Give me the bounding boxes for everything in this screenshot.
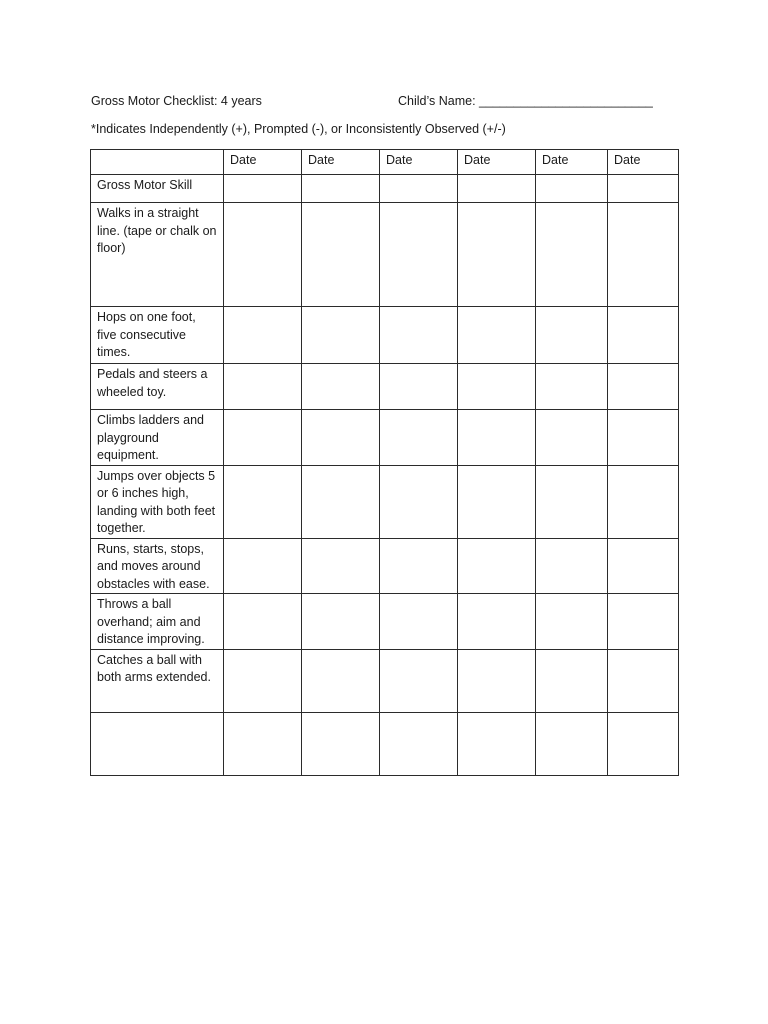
observation-cell[interactable] — [608, 712, 679, 775]
corner-cell — [91, 150, 224, 175]
observation-cell[interactable] — [608, 594, 679, 650]
table-row — [91, 410, 679, 466]
date-header: Date — [458, 150, 536, 175]
table-row — [91, 307, 679, 364]
observation-cell[interactable] — [608, 465, 679, 538]
date-cell[interactable] — [608, 175, 679, 203]
observation-cell[interactable] — [458, 410, 536, 466]
checklist-table — [90, 149, 679, 776]
checklist-header — [91, 94, 691, 112]
observation-cell[interactable] — [380, 465, 458, 538]
observation-cell[interactable] — [458, 649, 536, 712]
table-row — [91, 364, 679, 410]
date-cell[interactable] — [224, 175, 302, 203]
observation-cell[interactable] — [608, 410, 679, 466]
child-name-field[interactable]: Child’s Name: _________________________ — [398, 94, 653, 108]
observation-cell[interactable] — [224, 649, 302, 712]
observation-cell[interactable] — [608, 538, 679, 594]
observation-cell[interactable] — [608, 364, 679, 410]
date-header: Date — [302, 150, 380, 175]
observation-cell[interactable] — [380, 364, 458, 410]
skill-label: Runs, starts, stops, and moves around obstacles with ease. — [91, 538, 224, 594]
observation-cell[interactable] — [536, 465, 608, 538]
observation-cell[interactable] — [224, 410, 302, 466]
observation-cell[interactable] — [380, 649, 458, 712]
observation-cell[interactable] — [536, 594, 608, 650]
observation-cell[interactable] — [458, 465, 536, 538]
skill-label: Jumps over objects 5 or 6 inches high, landing with both feet together. — [91, 465, 224, 538]
observation-cell[interactable] — [536, 712, 608, 775]
observation-cell[interactable] — [536, 203, 608, 307]
observation-cell[interactable] — [380, 712, 458, 775]
table-row — [91, 594, 679, 650]
table-row — [91, 712, 679, 775]
observation-cell[interactable] — [302, 649, 380, 712]
observation-cell[interactable] — [302, 594, 380, 650]
date-cell[interactable] — [380, 175, 458, 203]
observation-cell[interactable] — [608, 649, 679, 712]
date-header-row — [91, 150, 679, 175]
date-header: Date — [224, 150, 302, 175]
observation-cell[interactable] — [458, 538, 536, 594]
table-row — [91, 649, 679, 712]
observation-cell[interactable] — [302, 465, 380, 538]
date-header: Date — [536, 150, 608, 175]
observation-cell[interactable] — [224, 594, 302, 650]
observation-cell[interactable] — [536, 307, 608, 364]
date-header: Date — [380, 150, 458, 175]
observation-cell[interactable] — [380, 203, 458, 307]
observation-cell[interactable] — [458, 203, 536, 307]
observation-cell[interactable] — [380, 410, 458, 466]
observation-cell[interactable] — [608, 307, 679, 364]
observation-cell[interactable] — [536, 538, 608, 594]
observation-cell[interactable] — [302, 538, 380, 594]
observation-cell[interactable] — [458, 712, 536, 775]
rating-legend: *Indicates Independently (+), Prompted (-), or Inconsistently Observed (+/-) — [91, 122, 506, 136]
observation-cell[interactable] — [224, 712, 302, 775]
skill-label — [91, 712, 224, 775]
observation-cell[interactable] — [224, 307, 302, 364]
table-row — [91, 203, 679, 307]
observation-cell[interactable] — [224, 465, 302, 538]
skill-column-header: Gross Motor Skill — [91, 175, 224, 203]
observation-cell[interactable] — [458, 594, 536, 650]
observation-cell[interactable] — [608, 203, 679, 307]
observation-cell[interactable] — [302, 203, 380, 307]
table-row — [91, 538, 679, 594]
observation-cell[interactable] — [302, 712, 380, 775]
skill-label: Pedals and steers a wheeled toy. — [91, 364, 224, 410]
observation-cell[interactable] — [536, 410, 608, 466]
date-cell[interactable] — [458, 175, 536, 203]
observation-cell[interactable] — [302, 364, 380, 410]
skill-label: Walks in a straight line. (tape or chalk on floor) — [91, 203, 224, 307]
date-cell[interactable] — [302, 175, 380, 203]
skill-label: Throws a ball overhand; aim and distance improving. — [91, 594, 224, 650]
skill-label: Hops on one foot, five consecutive times. — [91, 307, 224, 364]
page-title: Gross Motor Checklist: 4 years — [91, 94, 262, 108]
table-row — [91, 465, 679, 538]
skill-label: Climbs ladders and playground equipment. — [91, 410, 224, 466]
observation-cell[interactable] — [224, 538, 302, 594]
observation-cell[interactable] — [302, 307, 380, 364]
observation-cell[interactable] — [302, 410, 380, 466]
observation-cell[interactable] — [380, 307, 458, 364]
skill-label: Catches a ball with both arms extended. — [91, 649, 224, 712]
observation-cell[interactable] — [380, 594, 458, 650]
observation-cell[interactable] — [536, 649, 608, 712]
date-header: Date — [608, 150, 679, 175]
skill-header-row — [91, 175, 679, 203]
observation-cell[interactable] — [224, 364, 302, 410]
observation-cell[interactable] — [536, 364, 608, 410]
observation-cell[interactable] — [458, 307, 536, 364]
observation-cell[interactable] — [380, 538, 458, 594]
observation-cell[interactable] — [458, 364, 536, 410]
observation-cell[interactable] — [224, 203, 302, 307]
date-cell[interactable] — [536, 175, 608, 203]
